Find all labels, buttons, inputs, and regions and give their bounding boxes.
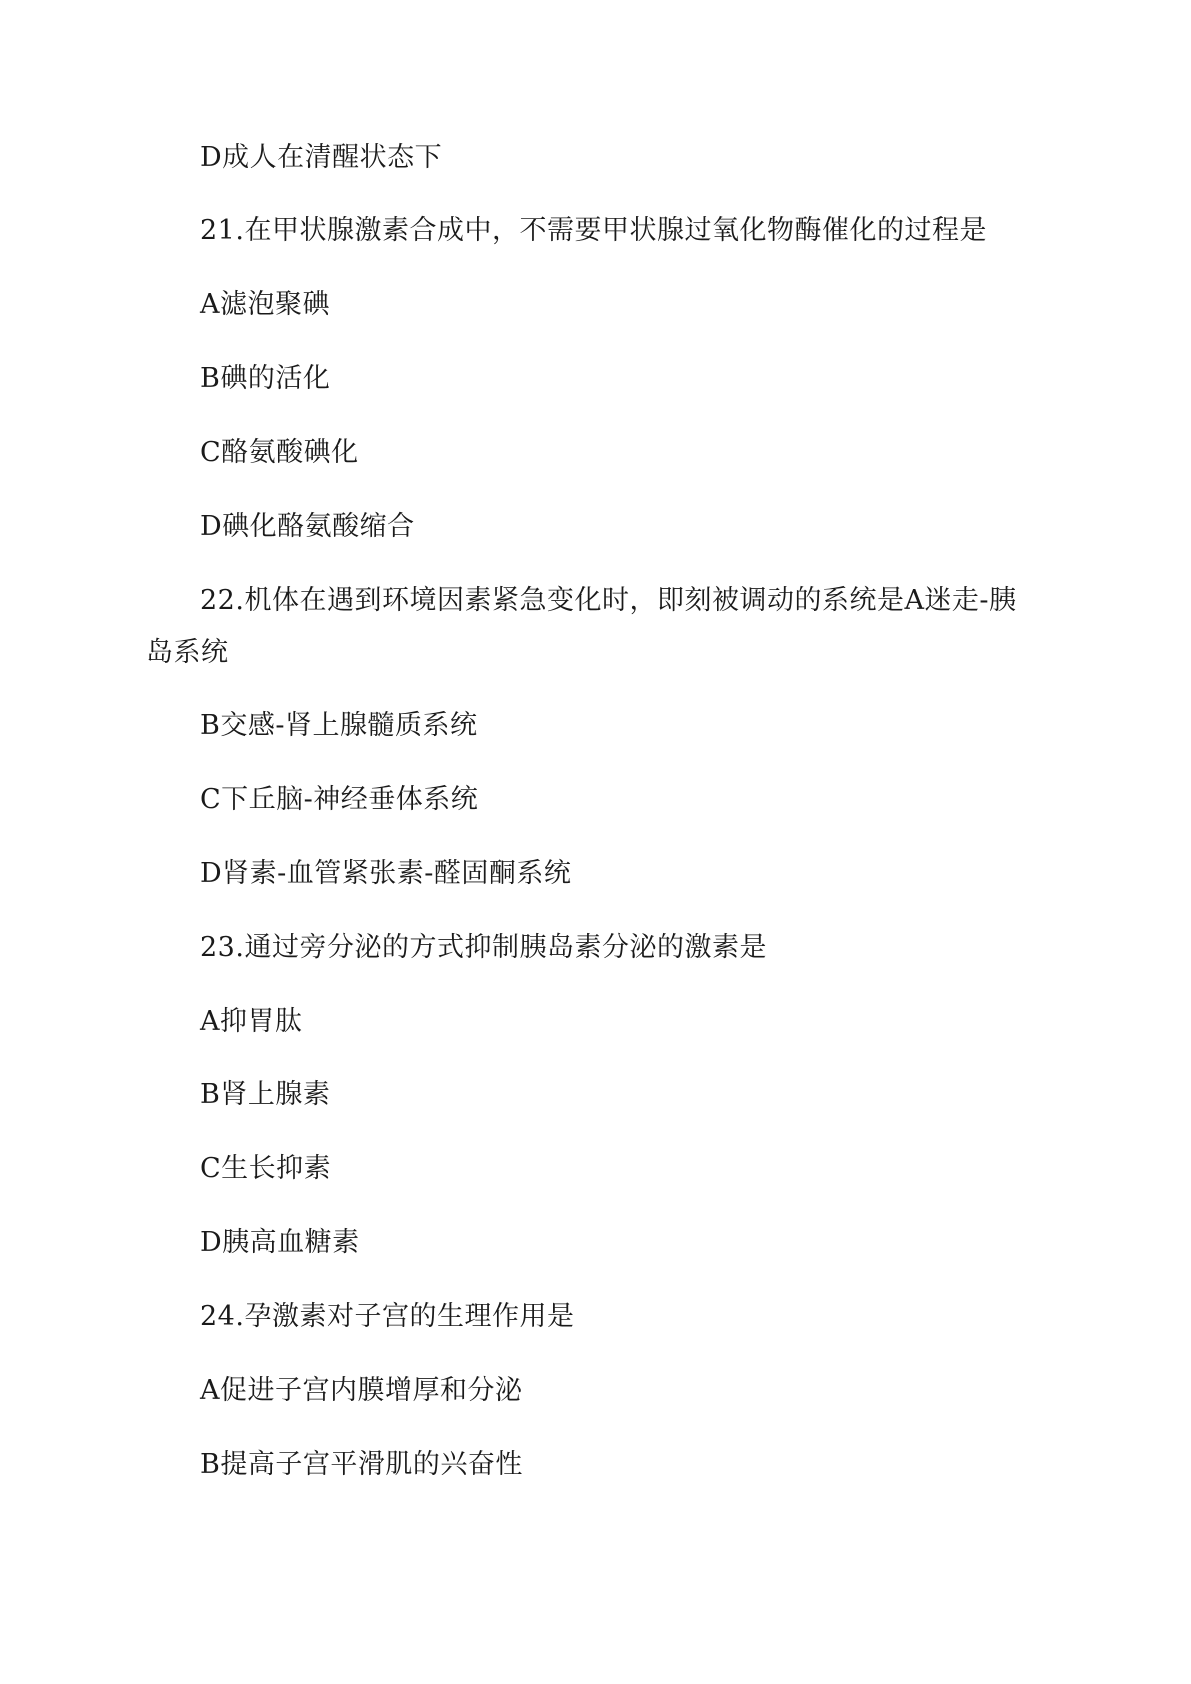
question-22-continuation: 岛系统 (146, 637, 229, 668)
option-d-q20: D成人在清醒状态下 (200, 142, 443, 173)
question-22: 22.机体在遇到环境因素紧急变化时，即刻被调动的系统是A迷走-胰 (200, 585, 1017, 616)
option-b-q23: B肾上腺素 (200, 1079, 331, 1110)
option-c-q22: C下丘脑-神经垂体系统 (200, 784, 479, 815)
question-24: 24.孕激素对子宫的生理作用是 (200, 1301, 575, 1332)
option-c-q23: C生长抑素 (200, 1153, 332, 1184)
question-23: 23.通过旁分泌的方式抑制胰岛素分泌的激素是 (200, 932, 767, 963)
question-21: 21.在甲状腺激素合成中，不需要甲状腺过氧化物酶催化的过程是 (200, 215, 987, 246)
option-b-q22: B交感-肾上腺髓质系统 (200, 710, 478, 741)
option-b-q24: B提高子宫平滑肌的兴奋性 (200, 1449, 523, 1480)
option-a-q21: A滤泡聚碘 (200, 289, 330, 320)
option-d-q23: D胰高血糖素 (200, 1227, 360, 1258)
option-c-q21: C酪氨酸碘化 (200, 437, 359, 468)
option-d-q22: D肾素-血管紧张素-醛固酮系统 (200, 858, 572, 889)
option-b-q21: B碘的活化 (200, 363, 331, 394)
option-d-q21: D碘化酪氨酸缩合 (200, 511, 415, 542)
option-a-q23: A抑胃肽 (200, 1006, 303, 1037)
option-a-q24: A促进子宫内膜增厚和分泌 (200, 1375, 523, 1406)
